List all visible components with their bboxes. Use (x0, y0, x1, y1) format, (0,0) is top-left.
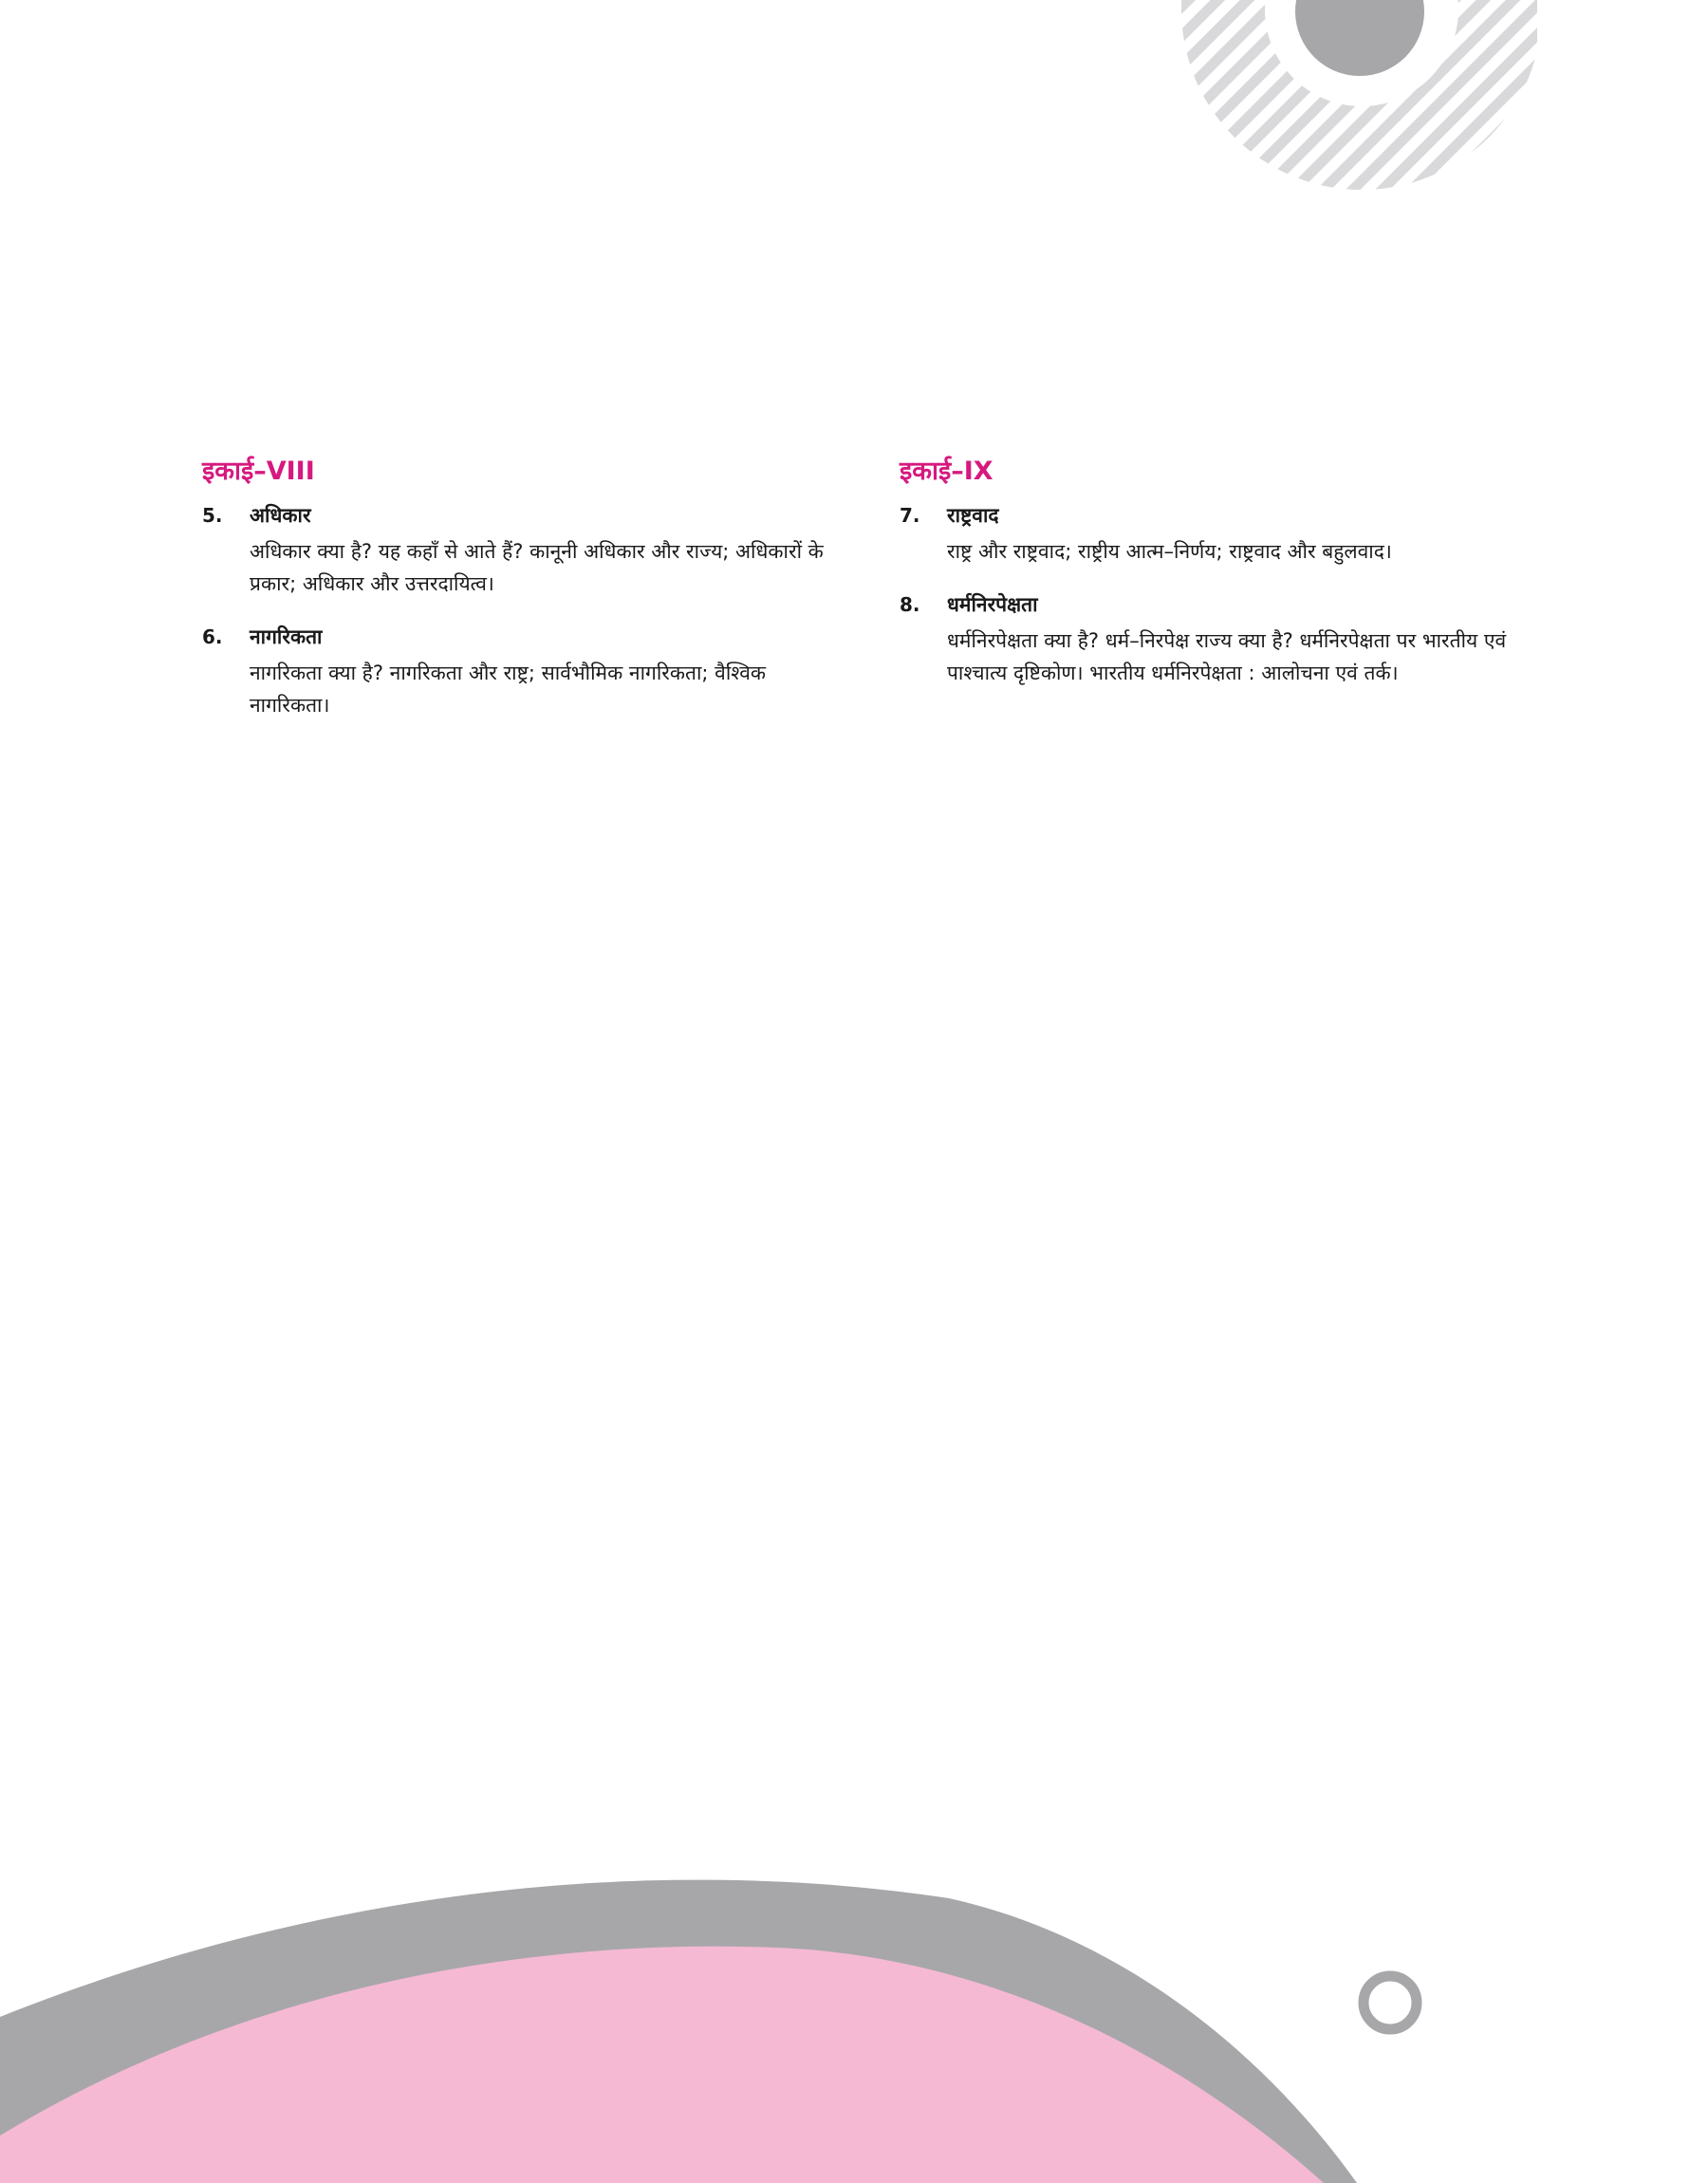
unit-column-left (202, 457, 847, 742)
topic-item (202, 499, 847, 600)
topic-description: राष्ट्र और राष्ट्रवाद; राष्ट्रीय आत्म–निर्णय; राष्ट्रवाद और बहुलवाद। (947, 540, 1392, 563)
pink-arc-decoration (0, 1947, 1324, 2183)
grey-circle-decoration (1295, 0, 1424, 76)
topic-description: अधिकार क्या है? यह कहाँ से आते हैं? कानूनी अधिकार और राज्य; अधिकारों के प्रकार; अधिकार और उत्तरदायित्व। (250, 540, 824, 595)
unit-column-right (900, 457, 1516, 710)
unit-title: इकाई–IX (900, 457, 993, 486)
topic-number: 7. (900, 504, 920, 527)
topic-number: 5. (202, 504, 223, 527)
topic-title: धर्मनिरपेक्षता (947, 593, 1038, 616)
topic-description: नागरिकता क्या है? नागरिकता और राष्ट्र; सार्वभौमिक नागरिकता; वैश्विक नागरिकता। (250, 662, 766, 717)
topic-title: राष्ट्रवाद (947, 504, 999, 527)
topic-number: 6. (202, 625, 223, 648)
topic-title: अधिकार (250, 504, 311, 527)
small-ring-decoration (1364, 1976, 1417, 2029)
topic-item (202, 621, 847, 721)
topic-number: 8. (900, 593, 920, 616)
unit-title: इकाई–VIII (202, 457, 315, 486)
topic-item (900, 588, 1516, 689)
topic-title: नागरिकता (250, 625, 323, 648)
topic-item (900, 499, 1516, 568)
grey-arc-decoration (0, 1880, 1357, 2183)
topic-description: धर्मनिरपेक्षता क्या है? धर्म–निरपेक्ष राज्य क्या है? धर्मनिरपेक्षता पर भारतीय एवं पाश्चात्य दृष्टिकोण। भारतीय धर्मनिरपेक्षता : आलोचना एवं तर्क। (947, 629, 1507, 684)
striped-ring-decoration (1181, 0, 1542, 190)
